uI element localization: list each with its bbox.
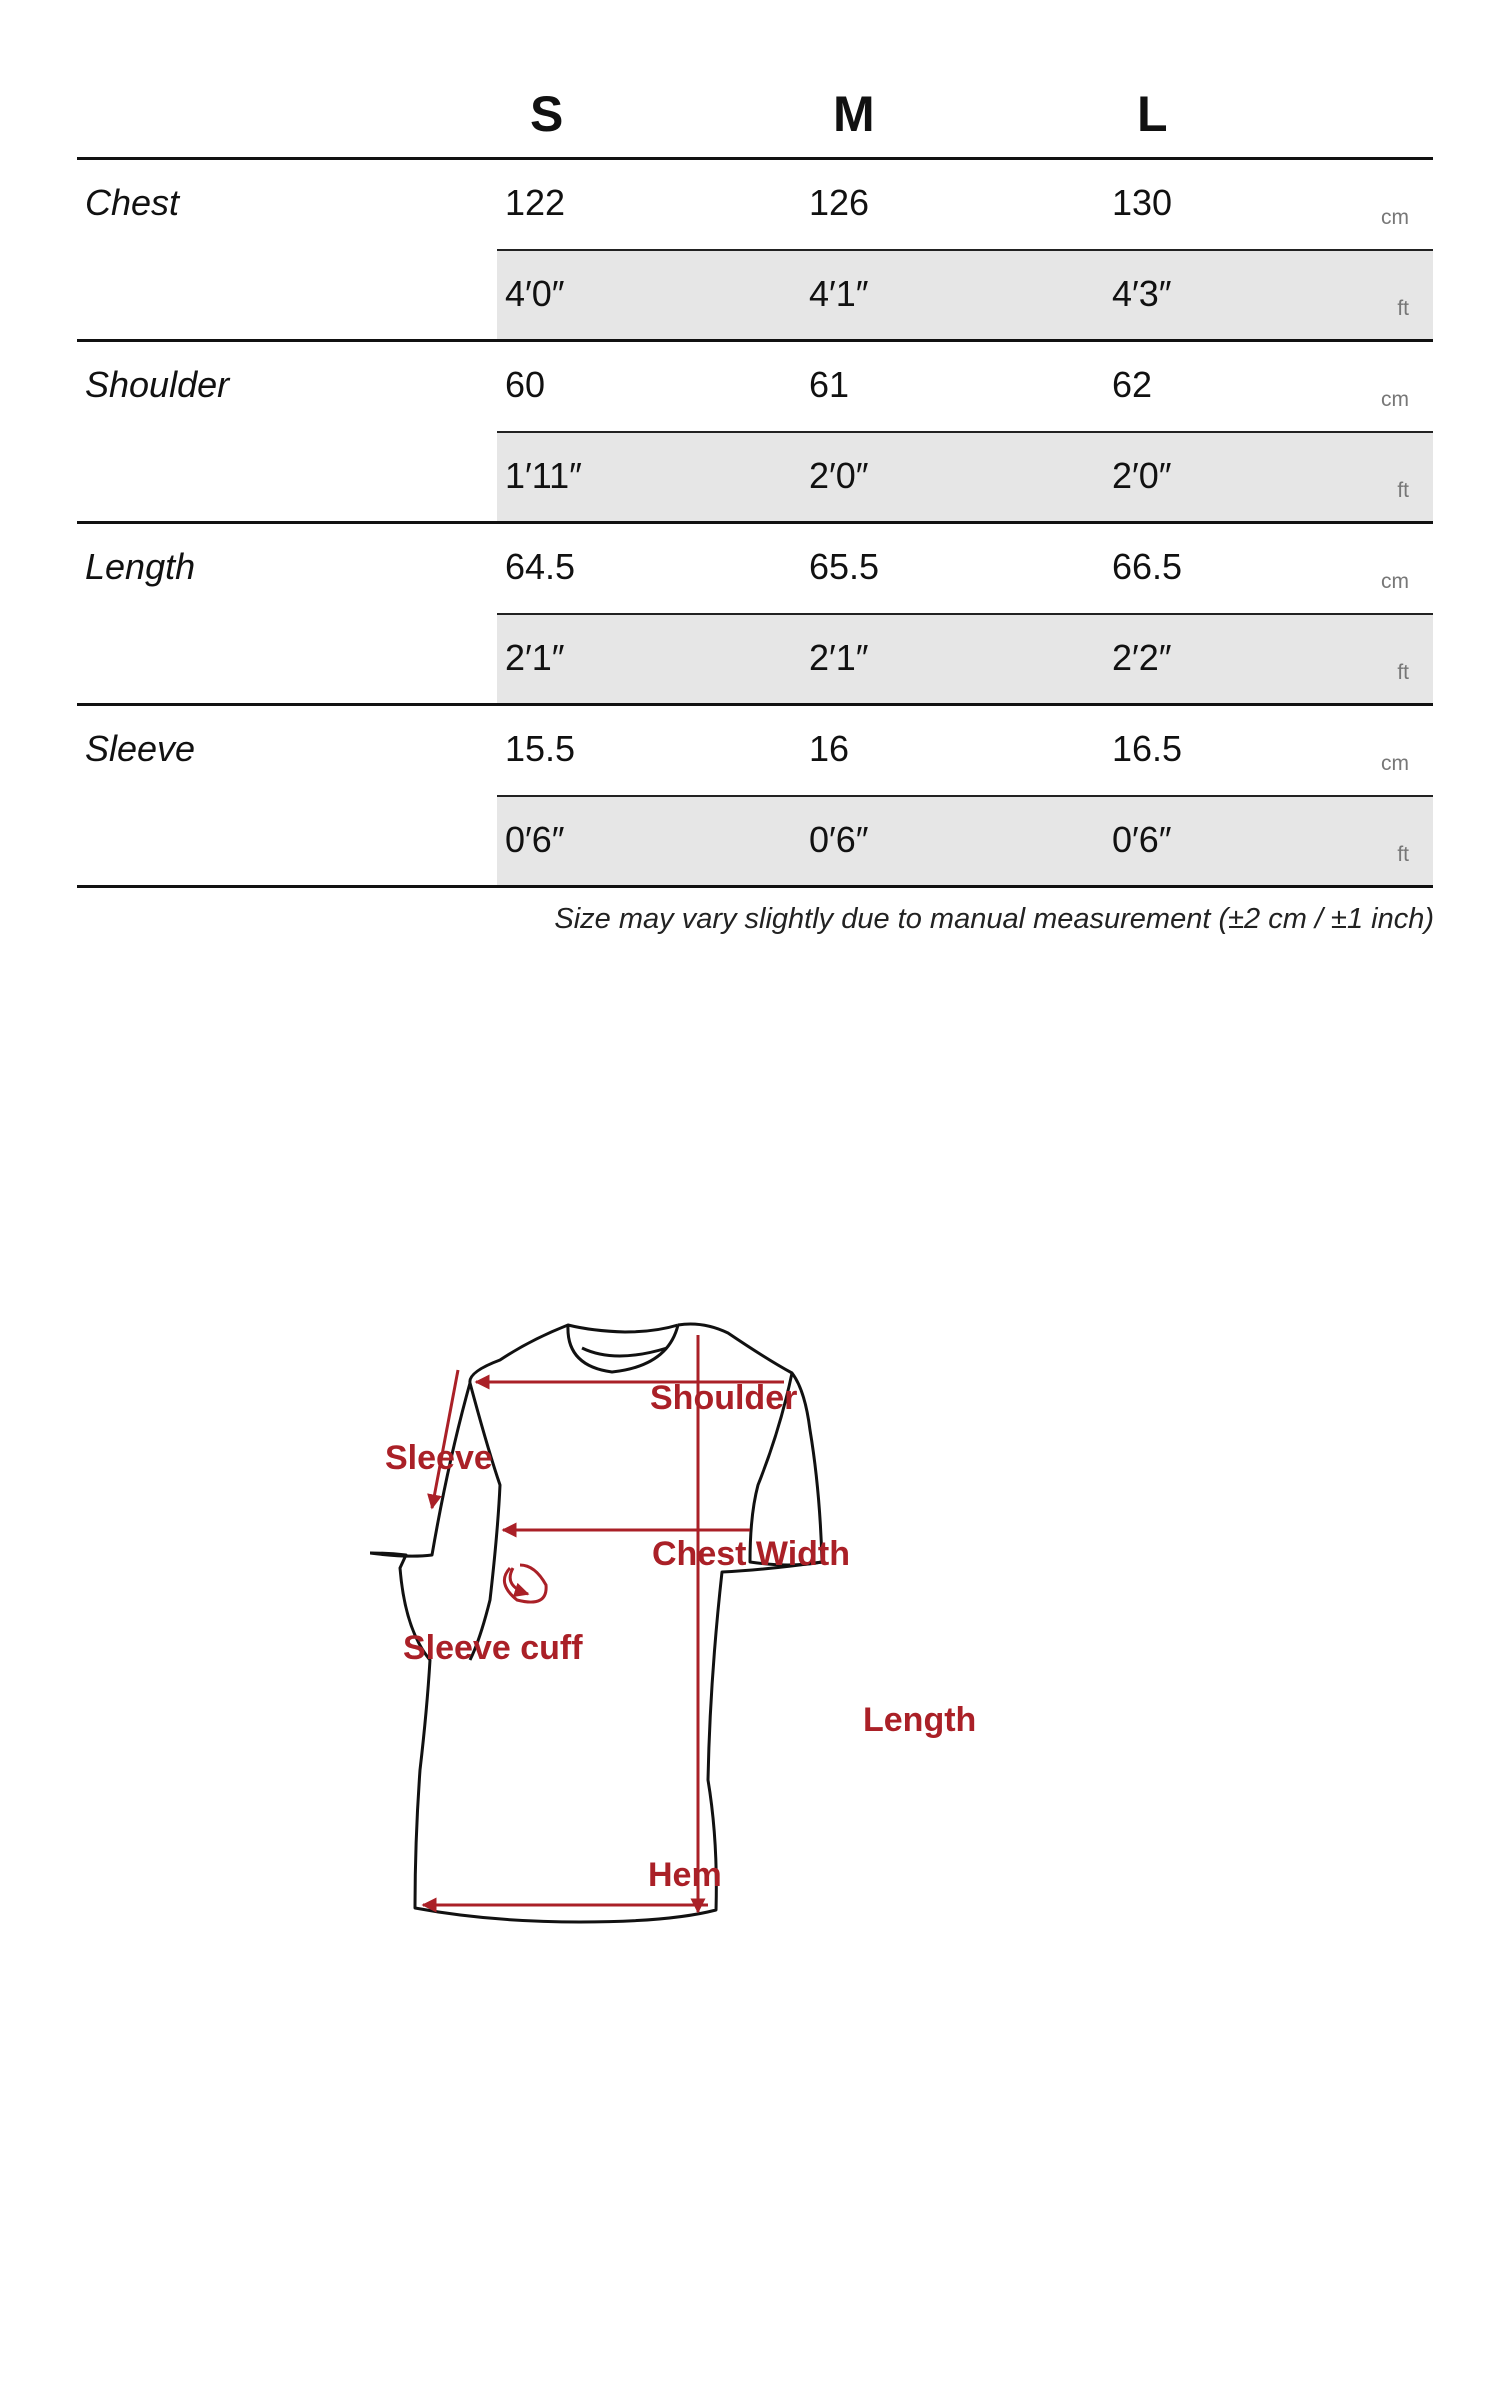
- diagram-label-hem: Hem: [648, 1856, 722, 1894]
- measurement-group-chest: [77, 160, 1433, 341]
- cm-row: [497, 160, 1433, 250]
- measurement-arrows: [423, 1335, 784, 1912]
- cm-row: [497, 524, 1433, 614]
- cm-row: [497, 706, 1433, 796]
- ft-row: [497, 251, 1433, 341]
- unit-cm: cm: [1381, 752, 1409, 775]
- value-l-ft: 0′6″: [1112, 819, 1172, 860]
- value-s-ft: 4′0″: [505, 273, 565, 314]
- unit-ft: ft: [1397, 661, 1409, 684]
- unit-cm: cm: [1381, 206, 1409, 229]
- unit-ft: ft: [1397, 843, 1409, 866]
- table-rule: [77, 885, 1433, 888]
- diagram-label-shoulder: Shoulder: [650, 1379, 798, 1417]
- value-m-ft: 0′6″: [809, 819, 869, 860]
- value-s-ft: 2′1″: [505, 637, 565, 678]
- unit-cm: cm: [1381, 570, 1409, 593]
- size-header-row: [77, 80, 1433, 160]
- diagram-label-length: Length: [863, 1701, 977, 1739]
- size-header-l: L: [1137, 86, 1168, 142]
- diagram-label-chest-width: Chest Width: [652, 1535, 851, 1573]
- value-s-cm: 60: [505, 364, 546, 405]
- value-m-cm: 61: [809, 364, 850, 405]
- measurement-group-shoulder: [77, 342, 1433, 523]
- diagram-label-sleeve: Sleeve: [385, 1439, 493, 1477]
- measurement-label: Length: [85, 546, 196, 587]
- measurement-diagram: [370, 1300, 990, 1950]
- value-s-cm: 15.5: [505, 728, 576, 769]
- value-s-cm: 122: [505, 182, 566, 223]
- value-m-cm: 126: [809, 182, 870, 223]
- measurement-label: Shoulder: [85, 364, 230, 405]
- value-l-cm: 130: [1112, 182, 1173, 223]
- value-s-ft: 0′6″: [505, 819, 565, 860]
- unit-ft: ft: [1397, 297, 1409, 320]
- value-l-cm: 16.5: [1112, 728, 1183, 769]
- measurement-label: Chest: [85, 182, 180, 223]
- value-m-cm: 65.5: [809, 546, 880, 587]
- value-l-ft: 2′0″: [1112, 455, 1172, 496]
- value-m-ft: 2′0″: [809, 455, 869, 496]
- measurement-label: Sleeve: [85, 728, 196, 769]
- measurement-group-length: [77, 524, 1433, 705]
- unit-cm: cm: [1381, 388, 1409, 411]
- value-l-ft: 4′3″: [1112, 273, 1172, 314]
- value-l-ft: 2′2″: [1112, 637, 1172, 678]
- size-header-m: M: [833, 86, 875, 142]
- diagram-label-sleeve-cuff: Sleeve cuff: [403, 1629, 583, 1667]
- value-s-cm: 64.5: [505, 546, 576, 587]
- unit-ft: ft: [1397, 479, 1409, 502]
- value-s-ft: 1′11″: [505, 455, 582, 496]
- ft-row: [497, 433, 1433, 523]
- cm-row: [497, 342, 1433, 432]
- value-m-cm: 16: [809, 728, 850, 769]
- value-m-ft: 4′1″: [809, 273, 869, 314]
- measurement-note: Size may vary slightly due to manual measurement (±2 cm / ±1 inch): [554, 903, 1434, 935]
- size-header-s: S: [530, 86, 564, 142]
- ft-row: [497, 615, 1433, 705]
- value-l-cm: 66.5: [1112, 546, 1183, 587]
- value-l-cm: 62: [1112, 364, 1153, 405]
- value-m-ft: 2′1″: [809, 637, 869, 678]
- ft-row: [497, 797, 1433, 887]
- measurement-group-sleeve: [77, 706, 1433, 887]
